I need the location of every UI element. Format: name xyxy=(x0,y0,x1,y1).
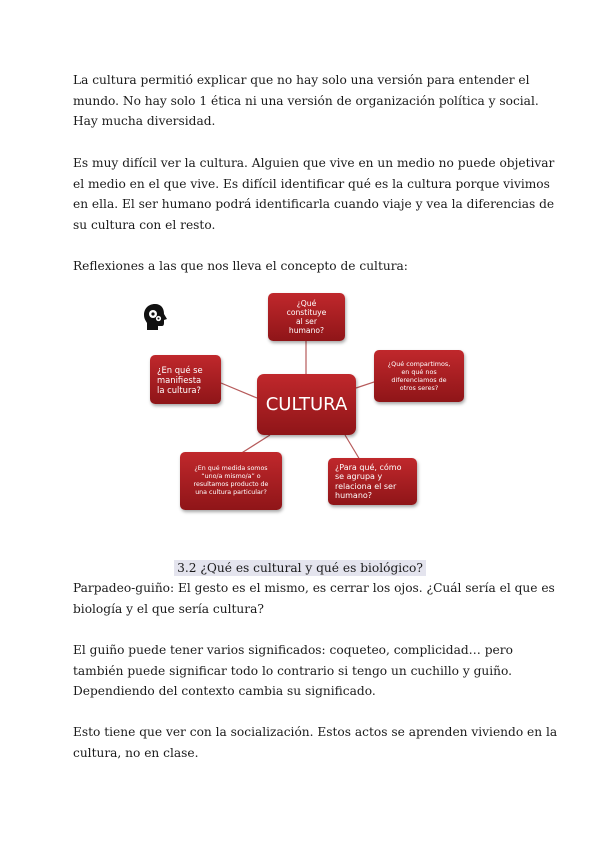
paragraph-guino-significados xyxy=(73,640,533,702)
node-text-line: relaciona el ser xyxy=(335,481,397,491)
text-line: Parpadeo-guiño: El gesto es el mismo, es cerrar los ojos. ¿Cuál sería el que es xyxy=(73,581,555,595)
connector-bottom-right xyxy=(345,435,360,460)
connector-left xyxy=(221,383,257,398)
text-line: El guiño puede tener varios significados: coqueteo, complicidad… pero xyxy=(73,643,513,657)
node-text-line: diferenciamos de xyxy=(391,376,447,384)
node-text-line: ¿Qué xyxy=(296,299,317,308)
node-text-line: una cultura particular? xyxy=(195,489,267,496)
node-text-line: “uno/a mismo/a” o xyxy=(201,473,261,480)
text-line: su cultura con el resto. xyxy=(73,217,216,232)
center-node-label: CULTURA xyxy=(265,393,348,415)
text-line: mundo. No hay solo 1 ética ni una versión de organización política y social. xyxy=(73,93,539,108)
node-para-que-como xyxy=(328,458,417,505)
node-text-line: en qué nos xyxy=(401,368,437,376)
text-line: Es muy difícil ver la cultura. Alguien que vive en un medio no puede objetivar xyxy=(73,156,555,170)
text-line: en ella. El ser humano podrá identificarla cuando viaje y vea la diferencias de xyxy=(73,197,555,212)
node-en-que-se-manifiesta xyxy=(150,355,221,404)
node-en-que-medida xyxy=(180,452,282,510)
section-heading-text: 3.2 ¿Qué es cultural y qué es biológico? xyxy=(174,560,426,576)
text-line: Reflexiones a las que nos lleva el concepto de cultura: xyxy=(73,259,408,273)
node-text-line: al ser xyxy=(296,317,317,326)
node-text-line: resultamos producto de xyxy=(193,481,269,488)
text-line: el medio en el que vive. Es difícil identificar qué es la cultura porque vivimos xyxy=(73,176,550,191)
node-text-line: otros seres? xyxy=(399,384,439,392)
node-text-line: ¿En qué se xyxy=(157,364,203,375)
node-text-line: manifiesta xyxy=(157,374,202,385)
node-text-line: se agrupa y xyxy=(335,472,383,481)
text-line: cultura, no en clase. xyxy=(73,745,199,760)
node-text-line: ¿Para qué, cómo xyxy=(335,462,402,472)
text-line: Esto tiene que ver con la socialización. Estos actos se aprenden viviendo en la xyxy=(73,725,558,739)
node-text-line: humano? xyxy=(288,326,325,335)
node-text-line: constituye xyxy=(286,308,327,317)
center-node-cultura xyxy=(257,374,356,435)
node-text-line: la cultura? xyxy=(157,384,201,395)
node-text-line: ¿Qué compartimos, xyxy=(387,360,451,368)
node-que-compartimos xyxy=(374,350,464,402)
paragraph-socializacion xyxy=(73,722,558,763)
section-heading xyxy=(0,559,600,577)
cultura-mind-map xyxy=(140,288,480,520)
node-text-line: ¿En qué medida somos xyxy=(194,465,268,472)
paragraph-reflexiones xyxy=(73,256,533,277)
text-line: La cultura permitió explicar que no hay solo una versión para entender el xyxy=(73,73,530,87)
paragraph-dificil-ver-cultura xyxy=(73,153,555,235)
text-line: Dependiendo del contexto cambia su significado. xyxy=(73,684,376,699)
node-text-line: humano? xyxy=(335,491,373,500)
text-line: también puede significar todo lo contrario si tengo un cuchillo y guiño. xyxy=(73,663,513,678)
text-line: Hay mucha diversidad. xyxy=(73,114,216,129)
paragraph-cultura-versiones xyxy=(73,70,539,132)
paragraph-parpadeo-guino xyxy=(73,578,555,619)
head-gears-icon xyxy=(143,303,169,331)
node-que-constituye xyxy=(268,293,345,341)
text-line: biología y el que sería cultura? xyxy=(73,601,264,616)
